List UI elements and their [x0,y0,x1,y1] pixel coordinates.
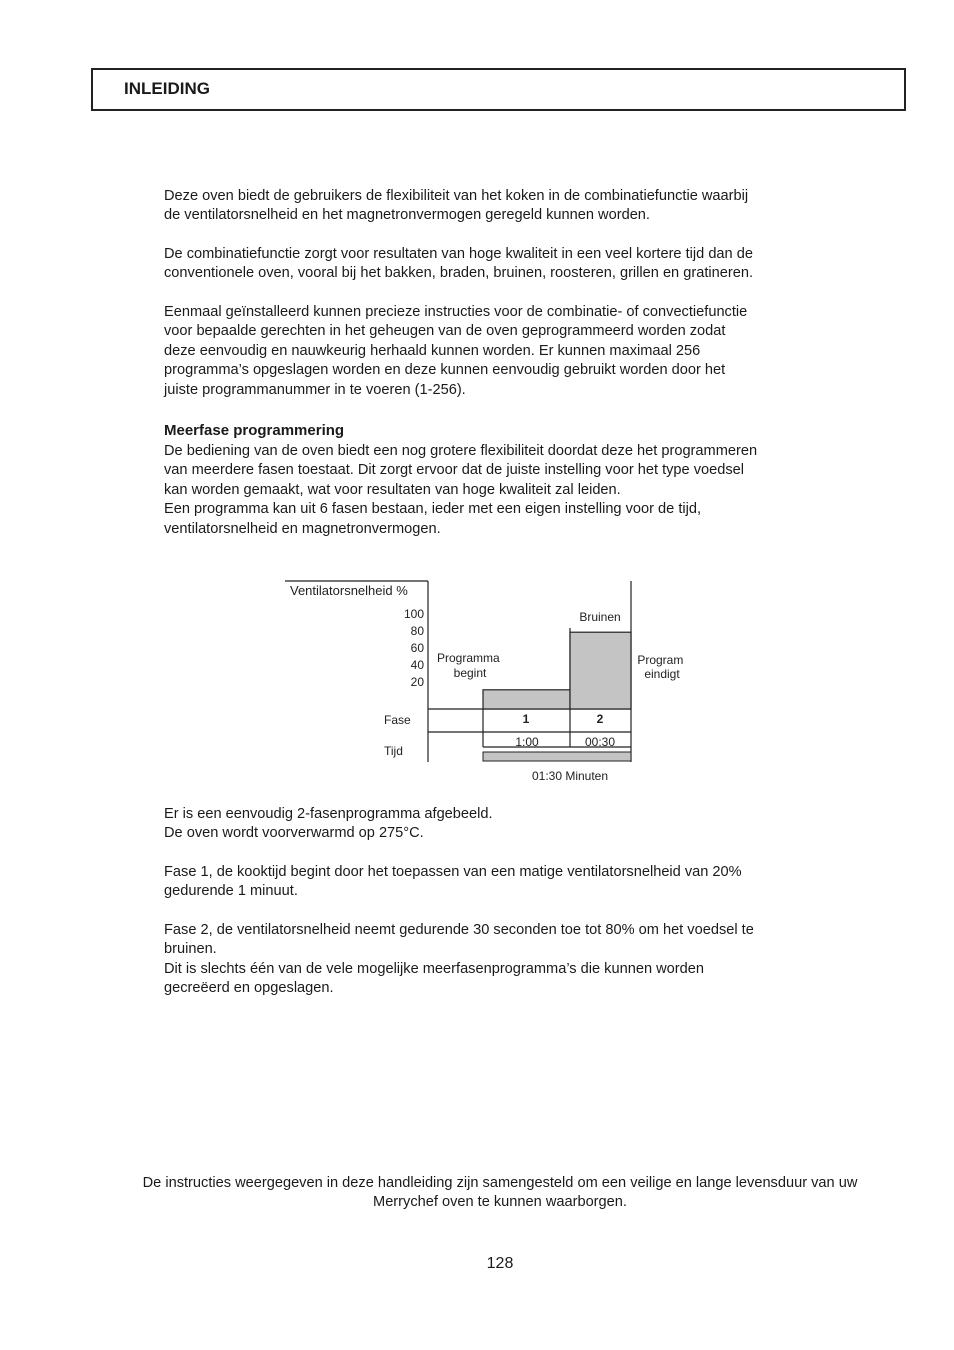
after-chart-paragraph-2: Fase 1, de kooktijd begint door het toepassen van een matige ventilatorsnelheid van 20% gedurende 1 minuut. [164,864,742,900]
phase-1-bar [483,690,570,709]
intro-paragraph-2: De combinatiefunctie zorgt voor resultaten van hoge kwaliteit in een veel kortere tijd dan de conventionele oven, vooral bij het bakken, braden, bruinen, roosteren, grillen en gratineren. [164,246,753,282]
annotation-browning: Bruinen [579,610,621,624]
y-axis-label: Ventilatorsnelheid % [290,583,408,598]
phase-row-label: Fase [384,713,411,727]
section-title: INLEIDING [124,79,210,98]
intro-paragraph-3: Eenmaal geïnstalleerd kunnen precieze instructies voor de combinatie- of convectiefunctie voor bepaalde gerechten in het geheugen van de oven geprogrammeerd worden zodat deze eenvoudig en nauwkeurig herhaald kunnen worden. Er kunnen maximaal 256 programma’s opgeslagen worden en deze kunnen eenvoudig gebruikt worden door het juiste programmanummer in te voeren (1-256). [164,304,748,398]
y-tick-20: 20 [410,675,424,689]
meerfase-paragraph: De bediening van de oven biedt een nog grotere flexibiliteit doordat deze het programmeren van meerdere fasen toestaat. Dit zorgt ervoor dat de juiste instelling voor het type voedsel kan worden gemaakt, wat voor resultaten van hoge kwaliteit zal leiden. Een programma kan uit 6 fasen bestaan, ieder met een eigen instelling voor de tijd, ventilatorsnelheid en magnetronvermogen. [164,443,758,537]
annotation-start-line-1: Programma [436,651,500,665]
total-time-label: 01:30 Minuten [531,769,609,783]
phase-1-label: 1 [522,712,530,726]
annotation-end-line-2: eindigt [644,667,680,681]
y-tick-80: 80 [410,624,424,638]
page-number: 128 [486,1255,514,1272]
subheading-meerfase: Meerfase programmering [164,422,345,439]
y-tick-60: 60 [410,641,424,655]
annotation-start [437,651,503,680]
after-chart-paragraph-1: Er is een eenvoudig 2-fasenprogramma afgebeeld. De oven wordt voorverwarmd op 275°C. [164,806,493,842]
intro-paragraph-1: Deze oven biedt de gebruikers de flexibiliteit van het koken in de combinatiefunctie waarbij de ventilatorsnelheid en het magnetronvermogen geregeld kunnen worden. [164,188,749,224]
after-chart-paragraph-3: Fase 2, de ventilatorsnelheid neemt gedurende 30 seconden toe tot 80% om het voedsel te bruinen. Dit is slechts één van de vele mogelijke meerfasenprogramma’s die kunnen worden gecreëerd en opgeslagen. [164,922,754,997]
annotation-end-line-1: Program [637,653,684,667]
phase-2-label: 2 [596,712,604,726]
total-time-bar [483,752,631,761]
y-tick-40: 40 [410,658,424,672]
phase-2-bar [570,632,631,709]
phase-2-time: 00:30 [584,735,616,749]
annotation-start-line-2: begint [453,666,487,680]
annotation-end [637,653,686,681]
footer-note: De instructies weergegeven in deze handleiding zijn samengesteld om een veilige en lange levensduur van uw Merrychef oven te kunnen waarborgen. [142,1175,858,1211]
time-row-label: Tijd [384,744,403,758]
phase-1-time: 1:00 [515,735,539,749]
y-tick-100: 100 [403,607,424,621]
